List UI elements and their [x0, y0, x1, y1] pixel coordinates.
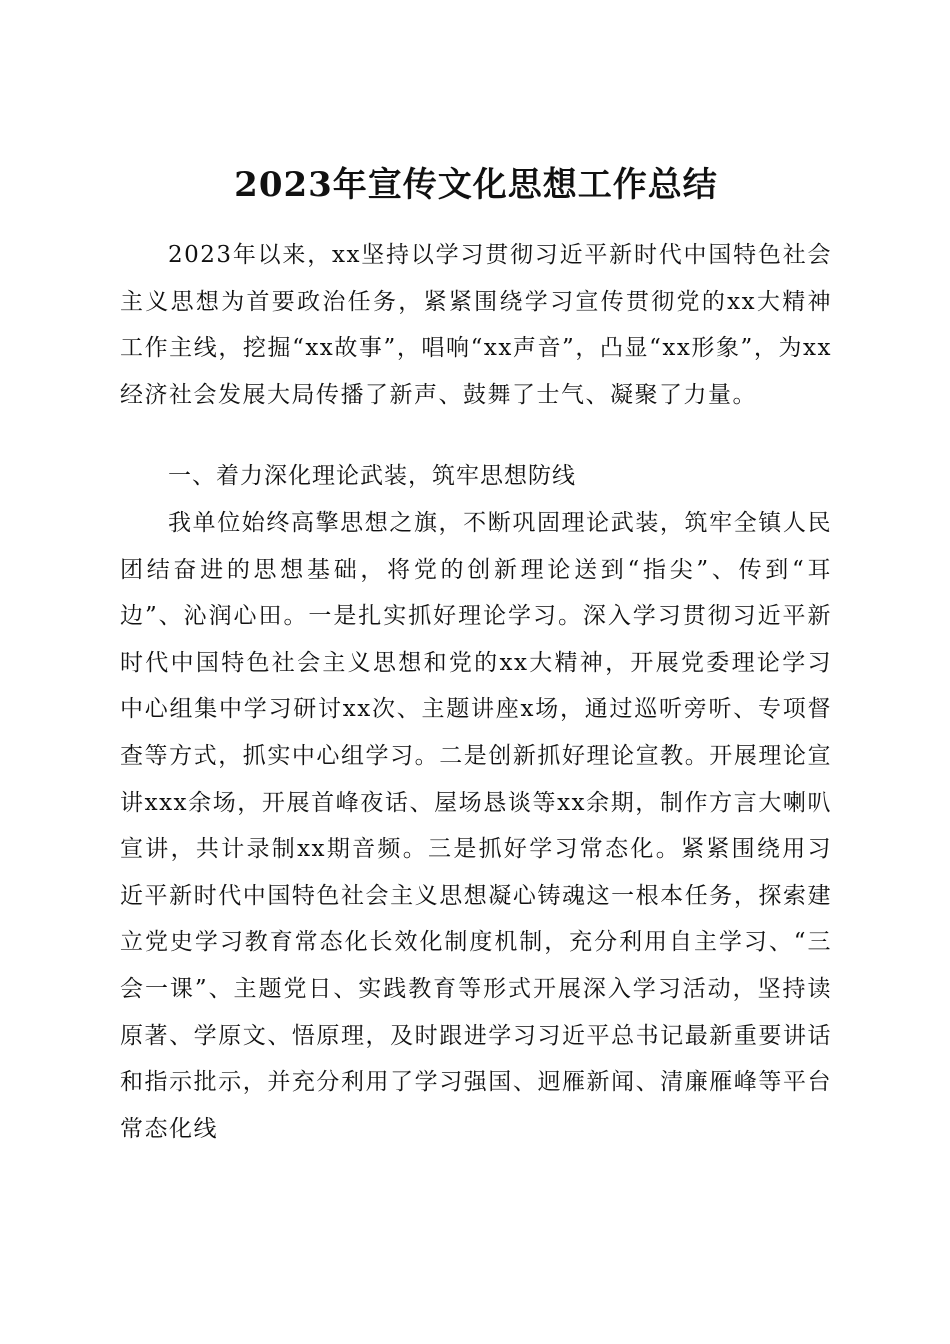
section-heading: 一、着力深化理论武装，筑牢思想防线 — [168, 463, 576, 489]
document-page — [120, 0, 832, 1344]
intro-paragraph: 2023年以来，xx坚持以学习贯彻习近平新时代中国特色社会主义思想为首要政治任务，紧紧围绕学习宣传贯彻党的xx大精神工作主线，挖掘“xx故事”，唱响“xx声音”，凸显“xx形象”，为xx经济社会发展大局传播了新声、鼓舞了士气、凝聚了力量。 — [120, 242, 832, 408]
section-paragraph: 我单位始终高擎思想之旗，不断巩固理论武装，筑牢全镇人民团结奋进的思想基础，将党的创新理论送到“指尖”、传到“耳边”、沁润心田。一是扎实抓好理论学习。深入学习贯彻习近平新时代中国特色社会主义思想和党的xx大精神，开展党委理论学习中心组集中学习研讨xx次、主题讲座x场，通过巡听旁听、专项督查等方式，抓实中心组学习。二是创新抓好理论宣教。开展理论宣讲xxx余场，开展首峰夜话、屋场恳谈等xx余期，制作方言大喇叭宣讲，共计录制xx期音频。三是抓好学习常态化。紧紧围绕用习近平新时代中国特色社会主义思想凝心铸魂这一根本任务，探索建立党史学习教育常态化长效化制度机制，充分利用自主学习、“三会一课”、主题党日、实践教育等形式开展深入学习活动，坚持读原著、学原文、悟原理，及时跟进学习习近平总书记最新重要讲话和指示批示，并充分利用了学习强国、迥雁新闻、清廉雁峰等平台常态化线 — [120, 510, 832, 1142]
document-title: 2023年宣传文化思想工作总结 — [234, 164, 718, 205]
